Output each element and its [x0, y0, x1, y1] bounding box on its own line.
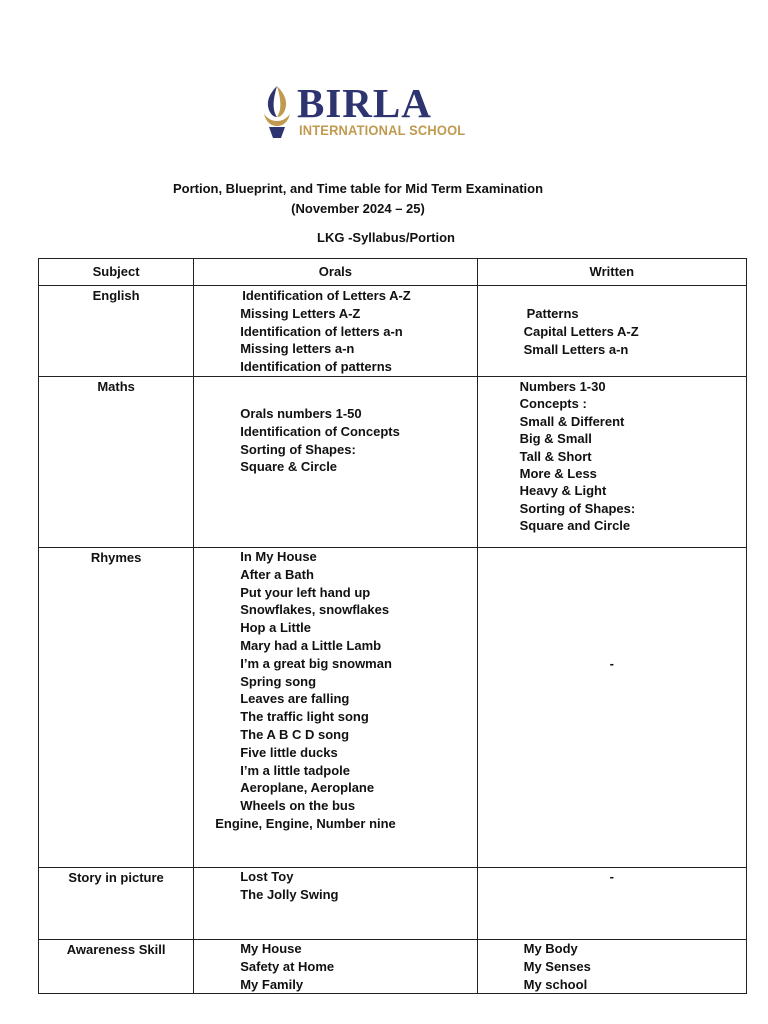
subject-cell: Story in picture	[39, 867, 194, 939]
written-cell	[477, 286, 746, 377]
orals-cell	[194, 547, 477, 867]
orals-cell	[194, 376, 477, 547]
list-item: Identification of Concepts	[240, 423, 400, 439]
list-item: Tall & Short	[519, 448, 592, 464]
list-item: Mary had a Little Lamb	[240, 637, 382, 653]
document-date: (November 2024 – 25)	[291, 201, 425, 216]
list-item: My Senses	[523, 958, 591, 974]
subject-cell: Rhymes	[39, 547, 194, 867]
table-row	[39, 547, 747, 867]
list-item: -	[609, 868, 614, 884]
logo-name: BIRLA	[297, 80, 432, 126]
list-item: Wheels on the bus	[240, 798, 356, 814]
written-cell	[477, 547, 746, 867]
header-subject: Subject	[39, 259, 194, 286]
list-item: Concepts :	[519, 396, 587, 412]
list-item: Leaves are falling	[240, 691, 350, 707]
list-item: Aeroplane, Aeroplane	[240, 780, 375, 796]
orals-cell	[194, 867, 477, 939]
header-orals: Orals	[194, 259, 477, 286]
list-item: My Family	[240, 976, 304, 992]
list-item: Heavy & Light	[519, 483, 607, 499]
table-header-row	[39, 259, 747, 286]
logo-subtitle: INTERNATIONAL SCHOOL	[299, 122, 466, 138]
syllabus-table	[38, 258, 747, 994]
list-item: Sorting of Shapes:	[240, 441, 356, 457]
list-item: Hop a Little	[240, 620, 311, 636]
list-item: I’m a little tadpole	[240, 762, 351, 778]
list-item: Numbers 1-30	[519, 378, 606, 394]
list-item: Small & Different	[519, 413, 625, 429]
list-item: Patterns	[526, 306, 579, 321]
table-row	[39, 867, 747, 939]
table-row	[39, 286, 747, 377]
list-item: Identification of patterns	[240, 359, 392, 375]
list-item: More & Less	[519, 466, 597, 482]
list-item: Orals numbers 1-50	[240, 405, 362, 421]
list-item: Small Letters a-n	[523, 341, 629, 357]
list-item: Identification of Letters A-Z	[242, 288, 411, 303]
list-item: Square & Circle	[240, 459, 338, 475]
list-item: The A B C D song	[240, 726, 350, 742]
list-item: Sorting of Shapes:	[519, 500, 636, 516]
list-item: Missing letters a-n	[240, 341, 355, 357]
list-item: -	[609, 655, 614, 671]
written-cell	[477, 939, 746, 993]
orals-cell	[194, 286, 477, 377]
list-item: The traffic light song	[240, 709, 369, 725]
header-written: Written	[477, 259, 746, 286]
list-item: Safety at Home	[240, 958, 335, 974]
list-item: My Body	[523, 940, 578, 956]
list-item: Five little ducks	[240, 744, 338, 760]
list-item: Square and Circle	[519, 518, 631, 534]
document-title: Portion, Blueprint, and Time table for Mid Term Examination	[172, 181, 544, 196]
flame-emblem-icon	[260, 84, 294, 140]
list-item: My school	[523, 976, 588, 992]
document-subtitle: LKG -Syllabus/Portion	[317, 230, 455, 245]
list-item: Engine, Engine, Number nine	[215, 815, 396, 831]
written-cell	[477, 376, 746, 547]
subject-cell: English	[39, 286, 194, 377]
written-cell	[477, 867, 746, 939]
list-item: Snowflakes, snowflakes	[240, 602, 390, 618]
list-item: I’m a great big snowman	[240, 655, 392, 671]
list-item: Missing Letters A-Z	[240, 305, 361, 321]
orals-cell	[194, 939, 477, 993]
table-row	[39, 376, 747, 547]
list-item: The Jolly Swing	[240, 886, 339, 902]
list-item: After a Bath	[240, 566, 314, 582]
list-item: My House	[240, 940, 302, 956]
school-logo	[260, 80, 480, 142]
list-item: Lost Toy	[240, 868, 294, 884]
subject-cell: Maths	[39, 376, 194, 547]
list-item: In My House	[240, 548, 317, 564]
list-item: Put your left hand up	[240, 584, 371, 600]
list-item: Big & Small	[519, 431, 592, 447]
subject-cell: Awareness Skill	[39, 939, 194, 993]
list-item: Spring song	[240, 673, 317, 689]
table-row	[39, 939, 747, 993]
list-item: Capital Letters A-Z	[523, 323, 639, 339]
list-item: Identification of letters a-n	[240, 323, 403, 339]
